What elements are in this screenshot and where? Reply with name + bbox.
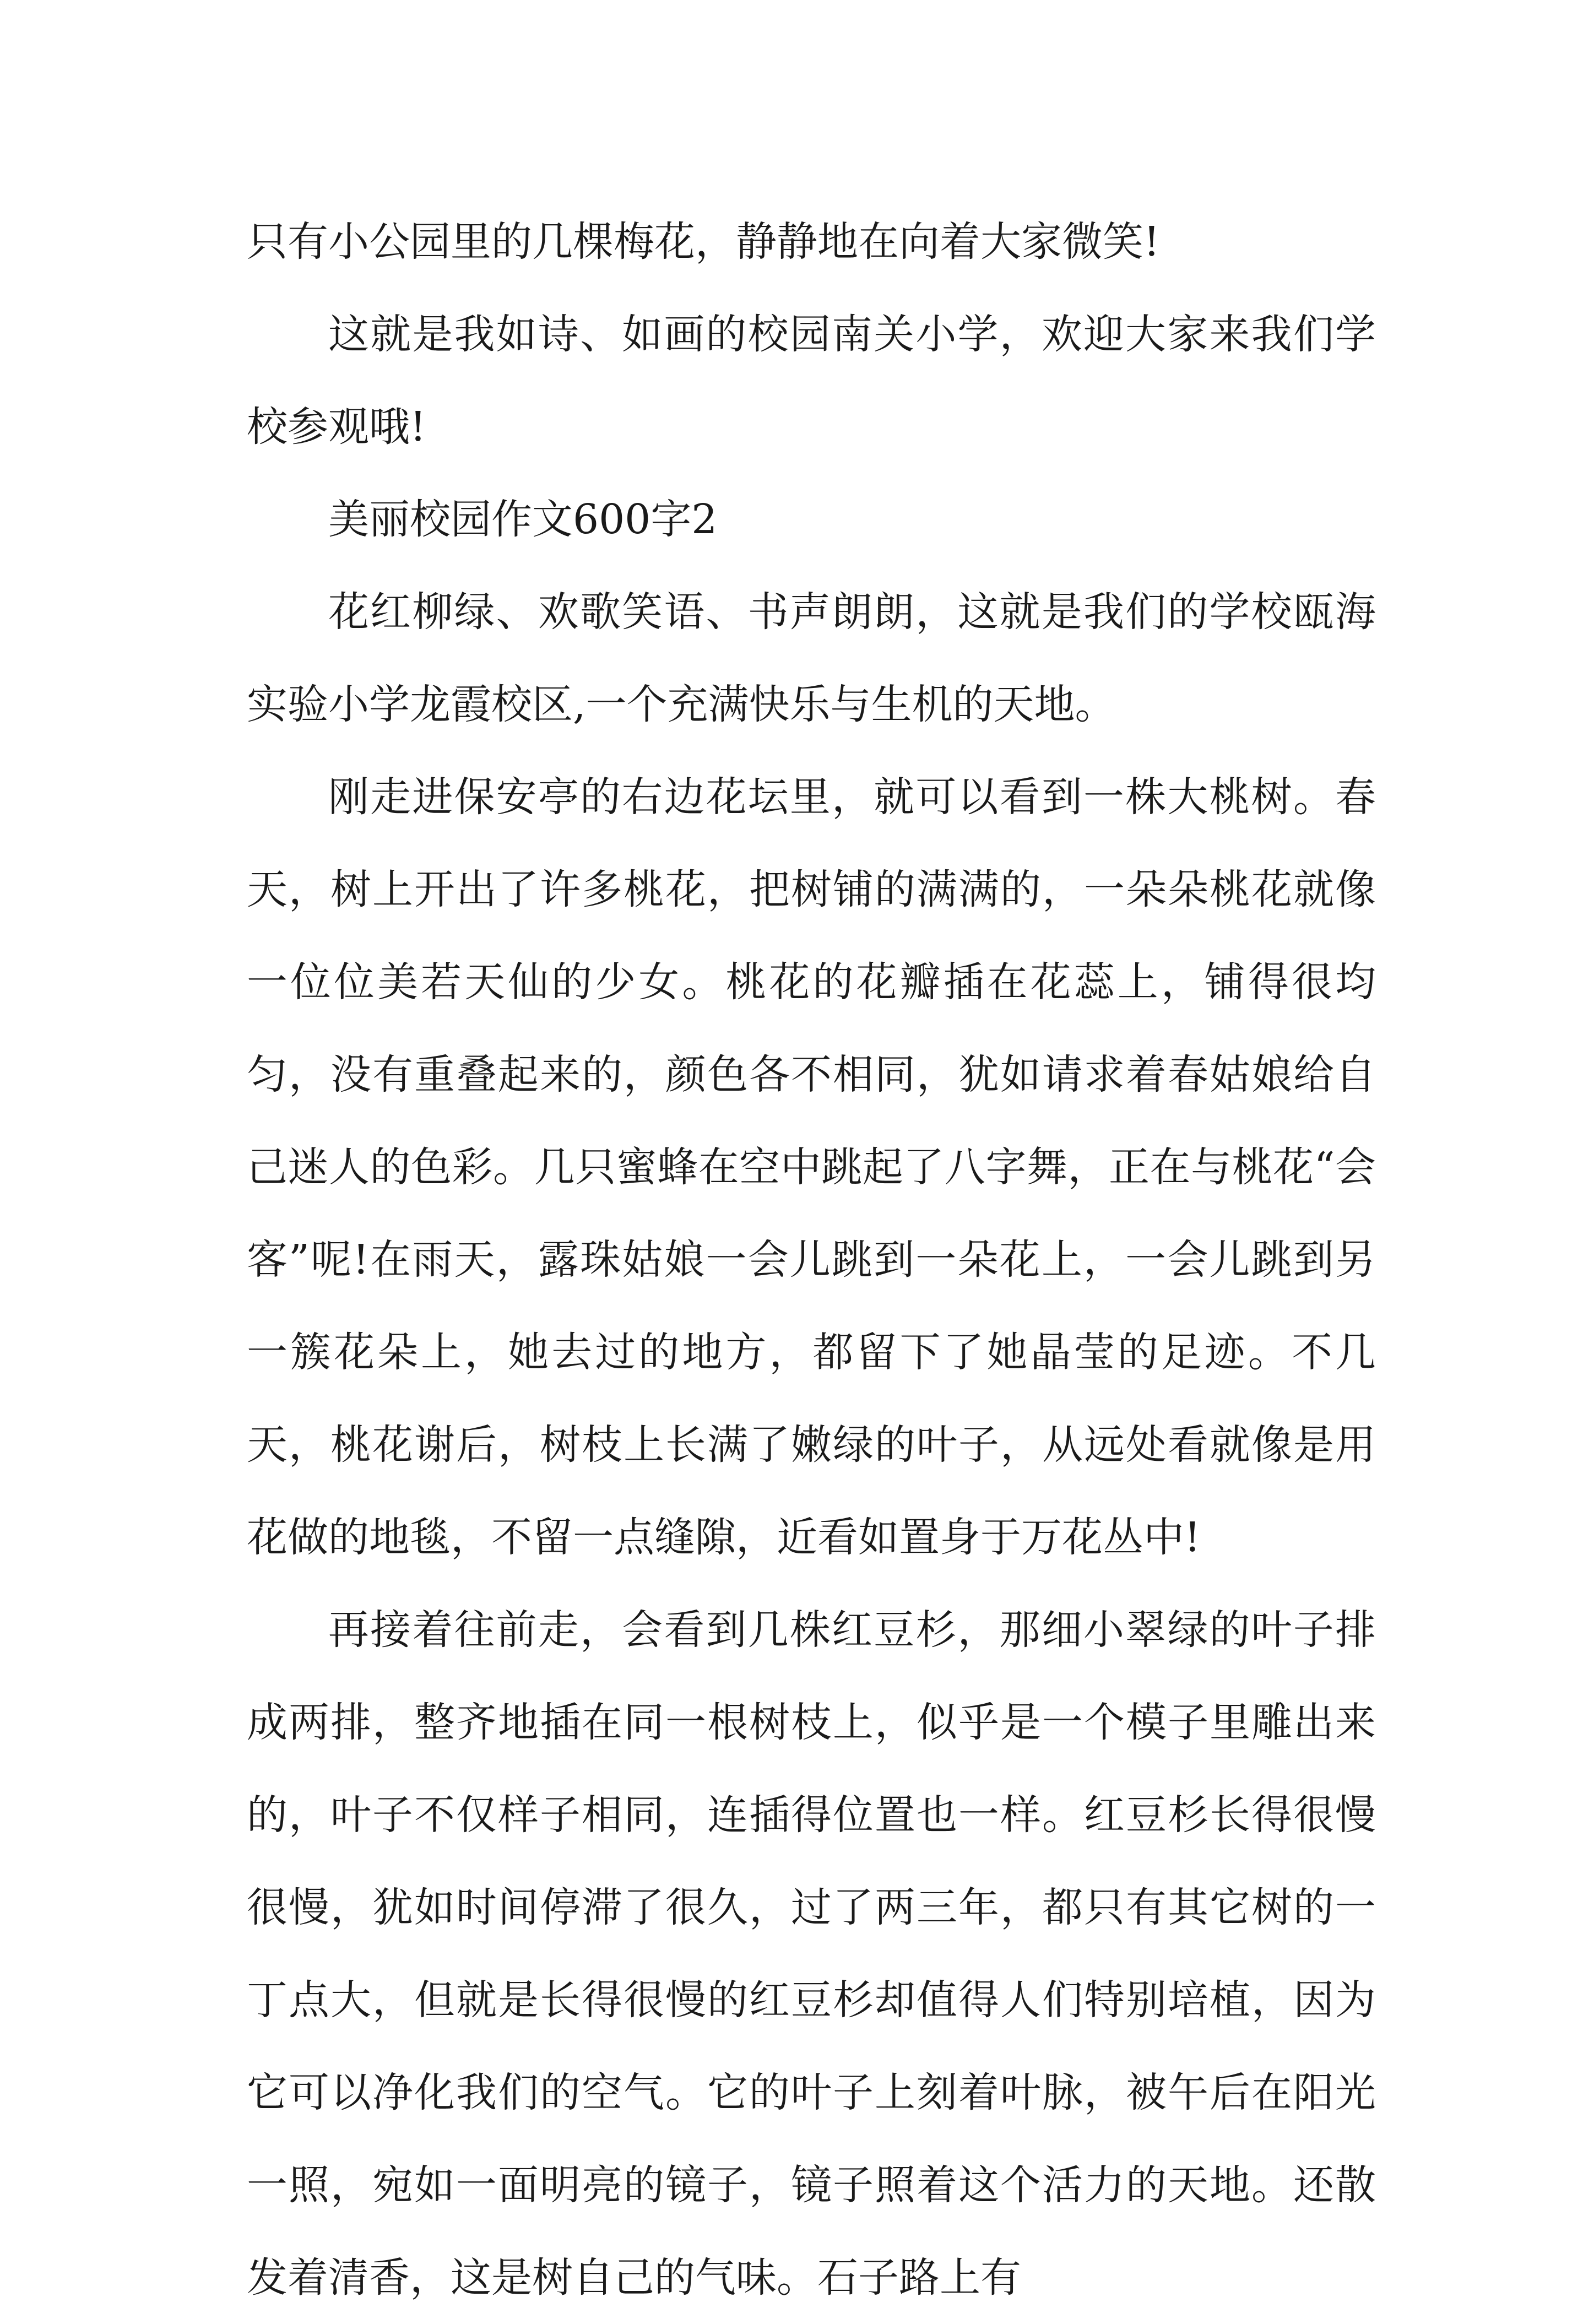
paragraph-closing: 这就是我如诗、如画的校园南关小学，欢迎大家来我们学校参观哦! — [247, 311, 1376, 451]
paragraph-peach-tree: 刚走进保安亭的右边花坛里，就可以看到一株大桃树。春天，树上开出了许多桃花，把树铺的满满的，一朵朵桃花就像一位位美若天仙的少女。桃花的花瓣插在花蕊上，铺得很均匀，没有重叠起来的，颜色各不相同，犹如请求着春姑娘给自己迷人的色彩。几只蜜蜂在空中跳起了八字舞，正在与桃花“会客”呢!在雨天，露珠姑娘一会儿跳到一朵花上，一会儿跳到另一簇花朵上，她去过的地方，都留下了她晶莹的足迹。不几天，桃花谢后，树枝上长满了嫩绿的叶子，从远处看就像是用花做的地毯，不留一点缝隙，近看如置身于万花丛中! — [247, 773, 1376, 1561]
paragraph-continuation: 只有小公园里的几棵梅花，静静地在向着大家微笑! — [247, 218, 1160, 266]
essay-subtitle: 美丽校园作文600字2 — [328, 496, 718, 543]
body-text — [247, 196, 1376, 2324]
paragraph-intro: 花红柳绿、欢歌笑语、书声朗朗，这就是我们的学校瓯海实验小学龙霞校区,一个充满快乐与生机的天地。 — [247, 588, 1376, 728]
paragraph-yew-tree: 再接着往前走，会看到几株红豆杉，那细小翠绿的叶子排成两排，整齐地插在同一根树枝上，似乎是一个模子里雕出来的，叶子不仅样子相同，连插得位置也一样。红豆杉长得很慢很慢，犹如时间停滞了很久，过了两三年，都只有其它树的一丁点大，但就是长得很慢的红豆杉却值得人们特别培植，因为它可以净化我们的空气。它的叶子上刻着叶脉，被午后在阳光一照，宛如一面明亮的镜子，镜子照着这个活力的天地。还散发着清香，这是树自己的气味。石子路上有 — [247, 1606, 1376, 2301]
